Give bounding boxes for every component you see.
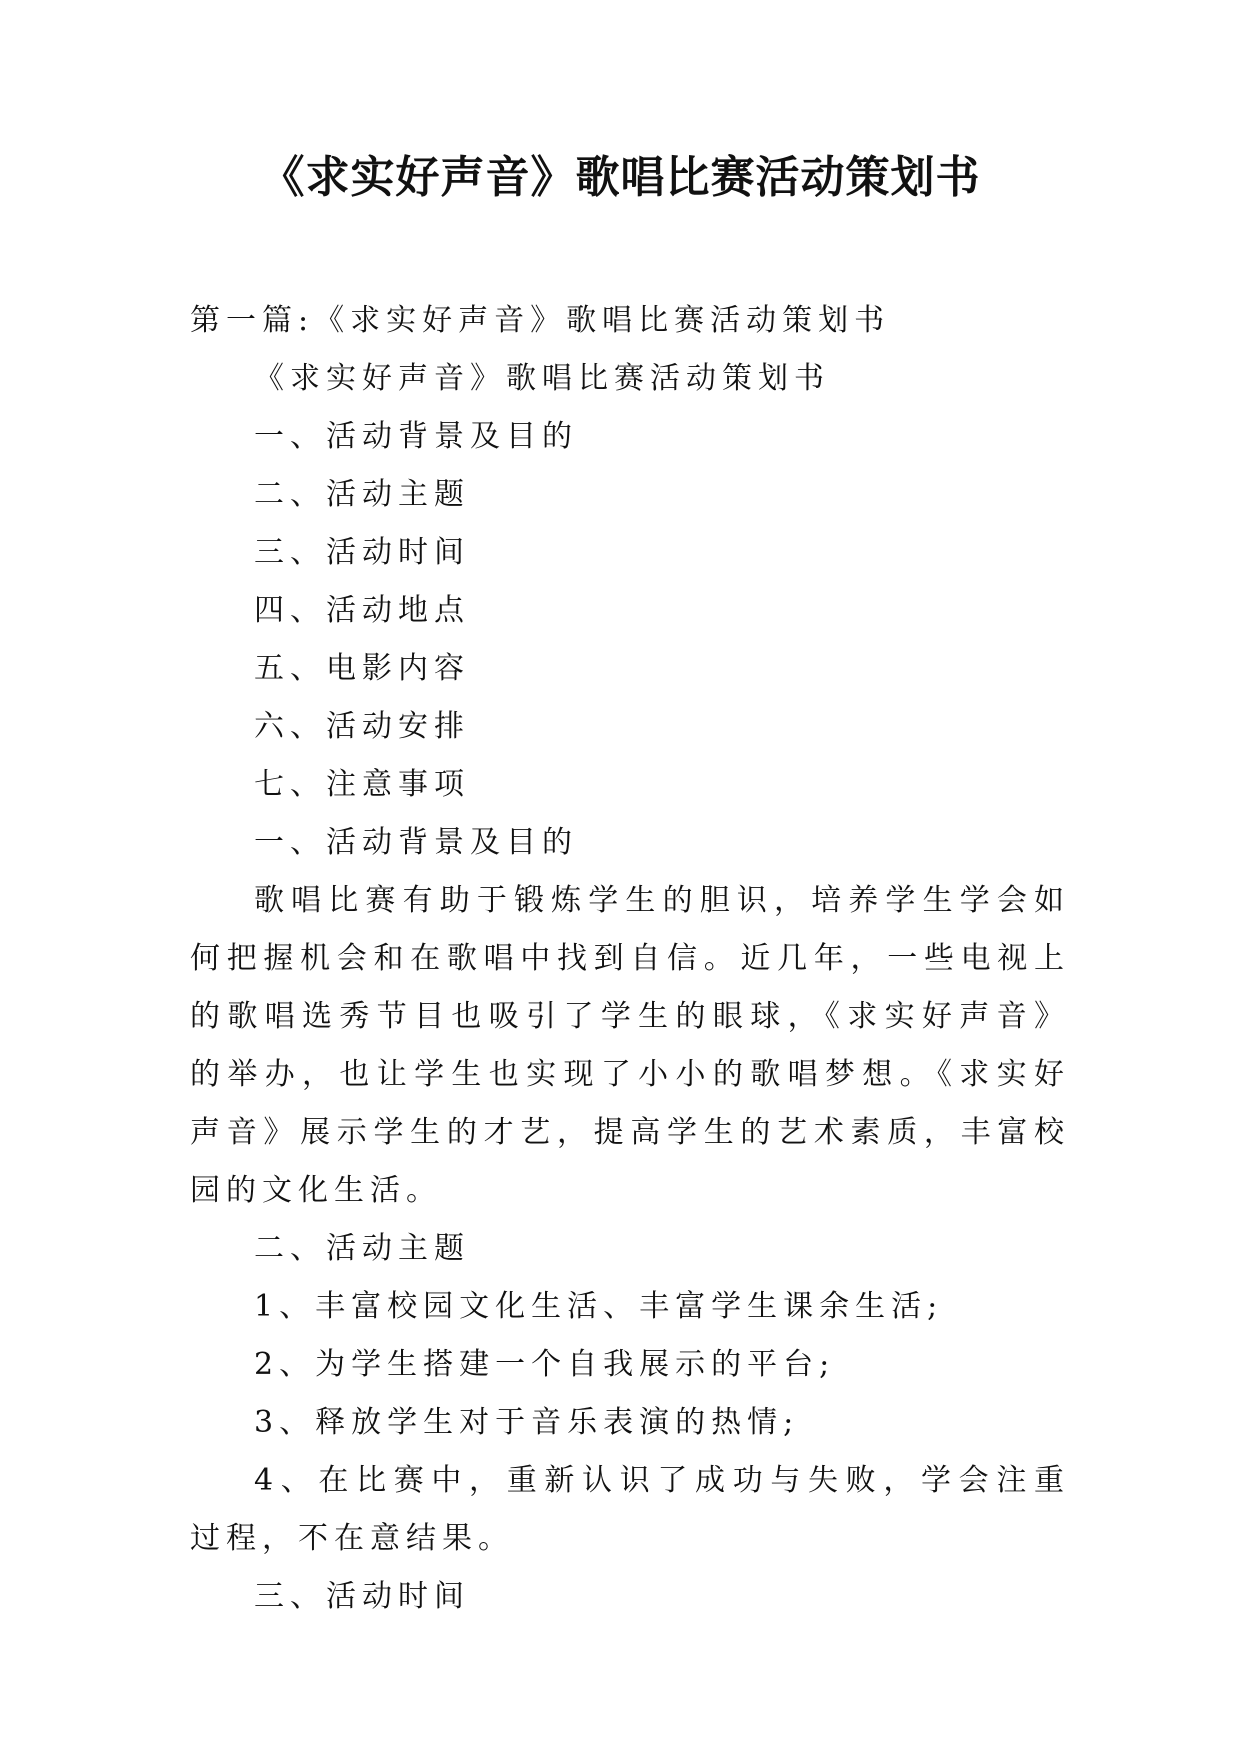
toc-item: 一、活动背景及目的: [254, 419, 578, 454]
toc-item: 七、注意事项: [254, 767, 470, 802]
paragraph-background: 歌唱比赛有助于锻炼学生的胆识，培养学生学会如何把握机会和在歌唱中找到自信。近几年，一些电视上的歌唱选秀节目也吸引了学生的眼球，《求实好声音》的举办，也让学生也实现了小小的歌唱梦想。《求实好声音》展示学生的才艺，提高学生的艺术素质，丰富校园的文化生活。: [190, 883, 1070, 1208]
toc-item: 三、活动时间: [254, 535, 470, 570]
section-heading-theme: 二、活动主题: [254, 1231, 470, 1266]
chapter-heading: 第一篇:《求实好声音》歌唱比赛活动策划书: [190, 303, 891, 338]
theme-item: 4、在比赛中，重新认识了成功与失败，学会注重过程，不在意结果。: [190, 1463, 1070, 1556]
section-heading-time: 三、活动时间: [254, 1579, 470, 1614]
toc-item: 六、活动安排: [254, 709, 470, 744]
theme-item: 2、为学生搭建一个自我展示的平台;: [254, 1347, 836, 1382]
toc-item: 四、活动地点: [254, 593, 470, 628]
toc-item: 五、电影内容: [254, 651, 470, 686]
document-body: [190, 292, 1070, 1626]
section-heading-background: 一、活动背景及目的: [254, 825, 578, 860]
theme-item: 3、释放学生对于音乐表演的热情;: [254, 1405, 800, 1440]
toc-item: 二、活动主题: [254, 477, 470, 512]
document-title: 《求实好声音》歌唱比赛活动策划书: [260, 152, 981, 203]
theme-item: 1、丰富校园文化生活、丰富学生课余生活;: [254, 1289, 944, 1324]
subtitle-line: 《求实好声音》歌唱比赛活动策划书: [254, 361, 830, 396]
